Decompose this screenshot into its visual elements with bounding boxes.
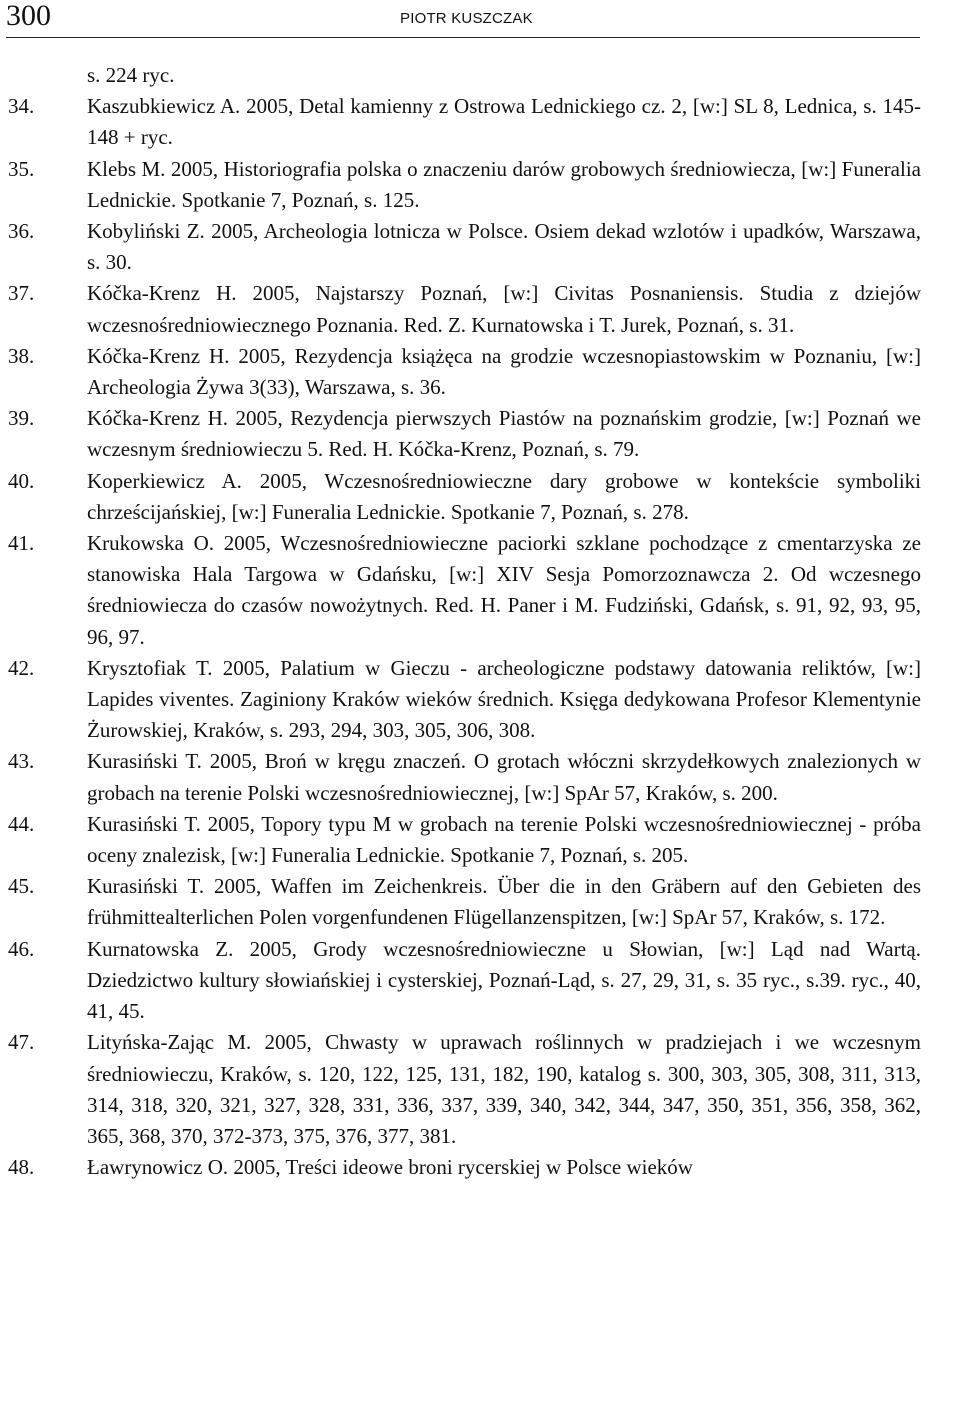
entry-number: 40.	[8, 468, 35, 493]
entry-number: 34.	[8, 94, 35, 119]
header-rule	[6, 37, 920, 38]
entry-number: 41.	[8, 531, 35, 556]
entry-text: Kobyliński Z. 2005, Archeologia lotnicza w Polsce. Osiem dekad wzlotów i upadków, Warszawa, s. 30.	[87, 219, 921, 275]
bibliography-entry	[0, 871, 960, 933]
entry-number: 35.	[8, 156, 35, 181]
bibliography-entry	[0, 466, 960, 528]
entry-text: Lityńska-Zając M. 2005, Chwasty w uprawach roślinnych w pradziejach i we wczesnym średniowieczu, Kraków, s. 120, 122, 125, 131, 182, 190, katalog s. 300, 303, 305, 308, 311, 313, 314, 318, 320, 321, 327, 328, 331, 336, 337, 339, 340, 342, 344, 347, 350, 351, 356, 358, 362, 365, 368, 370, 372-373, 375, 376, 377, 381.	[87, 1030, 921, 1148]
entry-number: 44.	[8, 811, 35, 836]
entry-text: Krukowska O. 2005, Wczesnośredniowieczne paciorki szklane pochodzące z cmentarzyska ze stanowiska Hala Targowa w Gdańsku, [w:] XIV Sesja Pomorzoznawcza 2. Od wczesnego średniowiecza do czasów nowożytnych. Red. H. Paner i M. Fudziński, Gdańsk, s. 91, 92, 93, 95, 96, 97.	[87, 531, 921, 649]
bibliography-entry	[0, 403, 960, 465]
entry-number: 37.	[8, 281, 35, 306]
page-header	[0, 0, 960, 40]
entry-text: Koperkiewicz A. 2005, Wczesnośredniowieczne dary grobowe w kontekście symboliki chrześcijańskiej, [w:] Funeralia Lednickie. Spotkanie 7, Poznań, s. 278.	[87, 468, 921, 524]
entry-number: 43.	[8, 749, 35, 774]
bibliography-entry	[0, 934, 960, 1028]
running-head: PIOTR KUSZCZAK	[400, 10, 533, 27]
bibliography-entry	[0, 653, 960, 747]
entry-text: Kaszubkiewicz A. 2005, Detal kamienny z Ostrowa Lednickiego cz. 2, [w:] SL 8, Lednica, s. 145-148 + ryc.	[87, 94, 921, 150]
bibliography-entry	[0, 1152, 960, 1183]
entry-number: 46.	[8, 936, 35, 961]
page-number: 300	[6, 0, 51, 32]
bibliography-list	[0, 60, 960, 1183]
entry-text: Kóčka-Krenz H. 2005, Rezydencja pierwszych Piastów na poznańskim grodzie, [w:] Poznań we wczesnym średniowieczu 5. Red. H. Kóčka-Krenz, Poznań, s. 79.	[87, 406, 921, 462]
bibliography-entry	[0, 1027, 960, 1152]
bibliography-entry	[0, 216, 960, 278]
entry-text: Ławrynowicz O. 2005, Treści ideowe broni rycerskiej w Polsce wieków	[87, 1155, 693, 1180]
entry-text: s. 224 ryc.	[87, 63, 175, 87]
bibliography-entry	[0, 528, 960, 653]
entry-number: 48.	[8, 1155, 35, 1180]
entry-number: 39.	[8, 406, 35, 431]
entry-text: Kurnatowska Z. 2005, Grody wczesnośredniowieczne u Słowian, [w:] Ląd nad Wartą. Dziedzictwo kultury słowiańskiej i cysterskiej, Poznań-Ląd, s. 27, 29, 31, s. 35 ryc., s.39. ryc., 40, 41, 45.	[87, 936, 921, 1024]
bibliography-entry	[0, 809, 960, 871]
entry-number: 47.	[8, 1030, 35, 1055]
entry-text: Kóčka-Krenz H. 2005, Najstarszy Poznań, [w:] Civitas Posnaniensis. Studia z dziejów wczesnośredniowiecznego Poznania. Red. Z. Kurnatowska i T. Jurek, Poznań, s. 31.	[87, 281, 921, 337]
bibliography-entry	[0, 154, 960, 216]
bibliography-entry	[0, 278, 960, 340]
bibliography-entry	[0, 91, 960, 153]
bibliography-entry	[0, 60, 960, 91]
entry-text: Kurasiński T. 2005, Broń w kręgu znaczeń. O grotach włóczni skrzydełkowych znalezionych w grobach na terenie Polski wczesnośredniowiecznej, [w:] SpAr 57, Kraków, s. 200.	[87, 749, 921, 805]
entry-number: 42.	[8, 655, 35, 680]
bibliography-entry	[0, 746, 960, 808]
entry-text: Kurasiński T. 2005, Waffen im Zeichenkreis. Über die in den Gräbern auf den Gebieten des frühmittealterlichen Polen vorgenfundenen Flügellanzenspitzen, [w:] SpAr 57, Kraków, s. 172.	[87, 874, 921, 930]
bibliography-entry	[0, 341, 960, 403]
entry-number: 36.	[8, 219, 35, 244]
entry-text: Kurasiński T. 2005, Topory typu M w grobach na terenie Polski wczesnośredniowiecznej - próba oceny znalezisk, [w:] Funeralia Lednickie. Spotkanie 7, Poznań, s. 205.	[87, 811, 921, 868]
entry-text: Kóčka-Krenz H. 2005, Rezydencja książęca na grodzie wczesnopiastowskim w Poznaniu, [w:] Archeologia Żywa 3(33), Warszawa, s. 36.	[87, 343, 921, 400]
entry-text: Krysztofiak T. 2005, Palatium w Gieczu - archeologiczne podstawy datowania reliktów, [w:] Lapides viventes. Zaginiony Kraków wieków średnich. Księga dedykowana Profesor Klementynie Żurowskiej, Kraków, s. 293, 294, 303, 305, 306, 308.	[87, 655, 921, 743]
entry-number: 45.	[8, 874, 35, 899]
entry-text: Klebs M. 2005, Historiografia polska o znaczeniu darów grobowych średniowiecza, [w:] Funeralia Lednickie. Spotkanie 7, Poznań, s. 125.	[87, 156, 921, 212]
entry-number: 38.	[8, 343, 35, 368]
